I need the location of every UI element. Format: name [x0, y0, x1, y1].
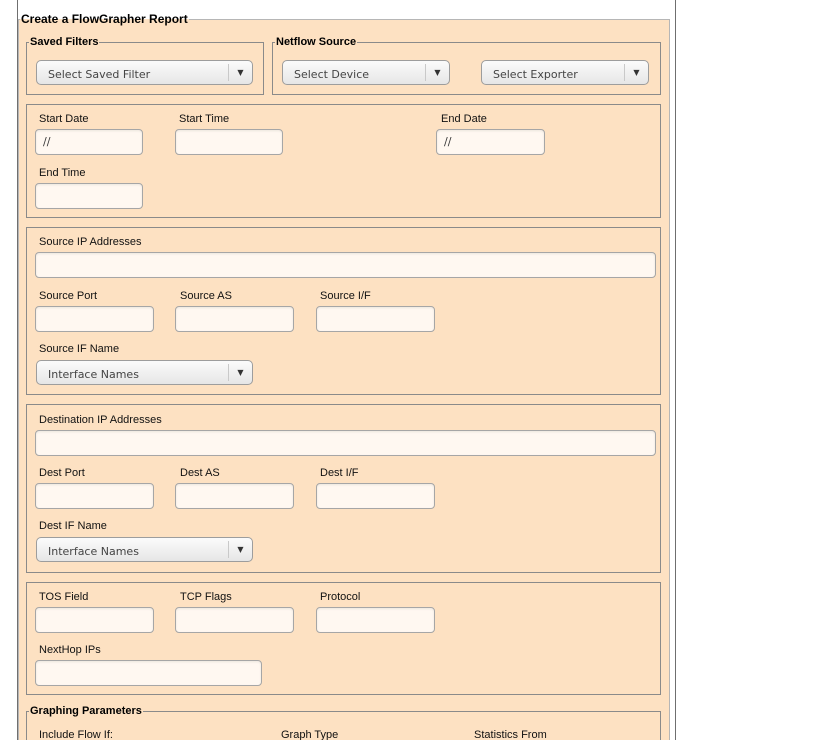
source-ip-input[interactable]: [35, 252, 656, 278]
chevron-down-icon: ▼: [624, 64, 648, 81]
end-date-label: End Date: [441, 113, 487, 125]
form-title: Create a FlowGrapher Report: [21, 12, 188, 26]
device-select[interactable]: [282, 60, 450, 85]
saved-filters-legend: Saved Filters: [30, 36, 99, 48]
chevron-down-icon: ▼: [425, 64, 449, 81]
netflow-source-legend: Netflow Source: [276, 36, 357, 48]
dest-if-name-select[interactable]: [36, 537, 253, 562]
exporter-select-value: Select Exporter: [493, 68, 578, 81]
destination-ip-input[interactable]: [35, 430, 656, 456]
source-as-label: Source AS: [180, 290, 232, 302]
saved-filter-select-value: Select Saved Filter: [48, 68, 151, 81]
saved-filter-select[interactable]: [36, 60, 253, 85]
tos-field-label: TOS Field: [39, 591, 89, 603]
source-ip-label: Source IP Addresses: [39, 236, 142, 248]
destination-ip-label: Destination IP Addresses: [39, 414, 162, 426]
dest-as-input[interactable]: [175, 483, 294, 509]
nexthop-label: NextHop IPs: [39, 644, 101, 656]
chevron-down-icon: ▼: [228, 64, 252, 81]
nexthop-input[interactable]: [35, 660, 262, 686]
dest-if-name-value: Interface Names: [48, 545, 139, 558]
dest-if-input[interactable]: [316, 483, 435, 509]
tcp-flags-label: TCP Flags: [180, 591, 232, 603]
source-if-label: Source I/F: [320, 290, 371, 302]
chevron-down-icon: ▼: [228, 364, 252, 381]
start-date-input[interactable]: //: [35, 129, 143, 155]
start-date-label: Start Date: [39, 113, 89, 125]
source-as-input[interactable]: [175, 306, 294, 332]
dest-port-label: Dest Port: [39, 467, 85, 479]
dest-port-input[interactable]: [35, 483, 154, 509]
start-time-label: Start Time: [179, 113, 230, 125]
source-if-name-select[interactable]: [36, 360, 253, 385]
protocol-input[interactable]: [316, 607, 435, 633]
source-if-name-label: Source IF Name: [39, 343, 120, 355]
end-time-input[interactable]: [35, 183, 143, 209]
dest-if-name-label: Dest IF Name: [39, 520, 107, 532]
end-date-input[interactable]: //: [436, 129, 545, 155]
graphing-parameters-group: [26, 705, 661, 740]
include-flow-if-label: Include Flow If:: [39, 729, 113, 740]
dest-as-label: Dest AS: [180, 467, 220, 479]
start-time-input[interactable]: [175, 129, 283, 155]
graph-type-label: Graph Type: [281, 729, 339, 740]
dest-if-label: Dest I/F: [320, 467, 359, 479]
source-if-input[interactable]: [316, 306, 435, 332]
chevron-down-icon: ▼: [228, 541, 252, 558]
exporter-select[interactable]: [481, 60, 649, 85]
graphing-parameters-legend: Graphing Parameters: [30, 705, 142, 717]
source-if-name-value: Interface Names: [48, 368, 139, 381]
tcp-flags-input[interactable]: [175, 607, 294, 633]
source-port-input[interactable]: [35, 306, 154, 332]
right-divider: [675, 0, 676, 740]
end-time-label: End Time: [39, 167, 86, 179]
statistics-from-label: Statistics From: [474, 729, 547, 740]
source-port-label: Source Port: [39, 290, 98, 302]
device-select-value: Select Device: [294, 68, 370, 81]
protocol-label: Protocol: [320, 591, 361, 603]
tos-field-input[interactable]: [35, 607, 154, 633]
